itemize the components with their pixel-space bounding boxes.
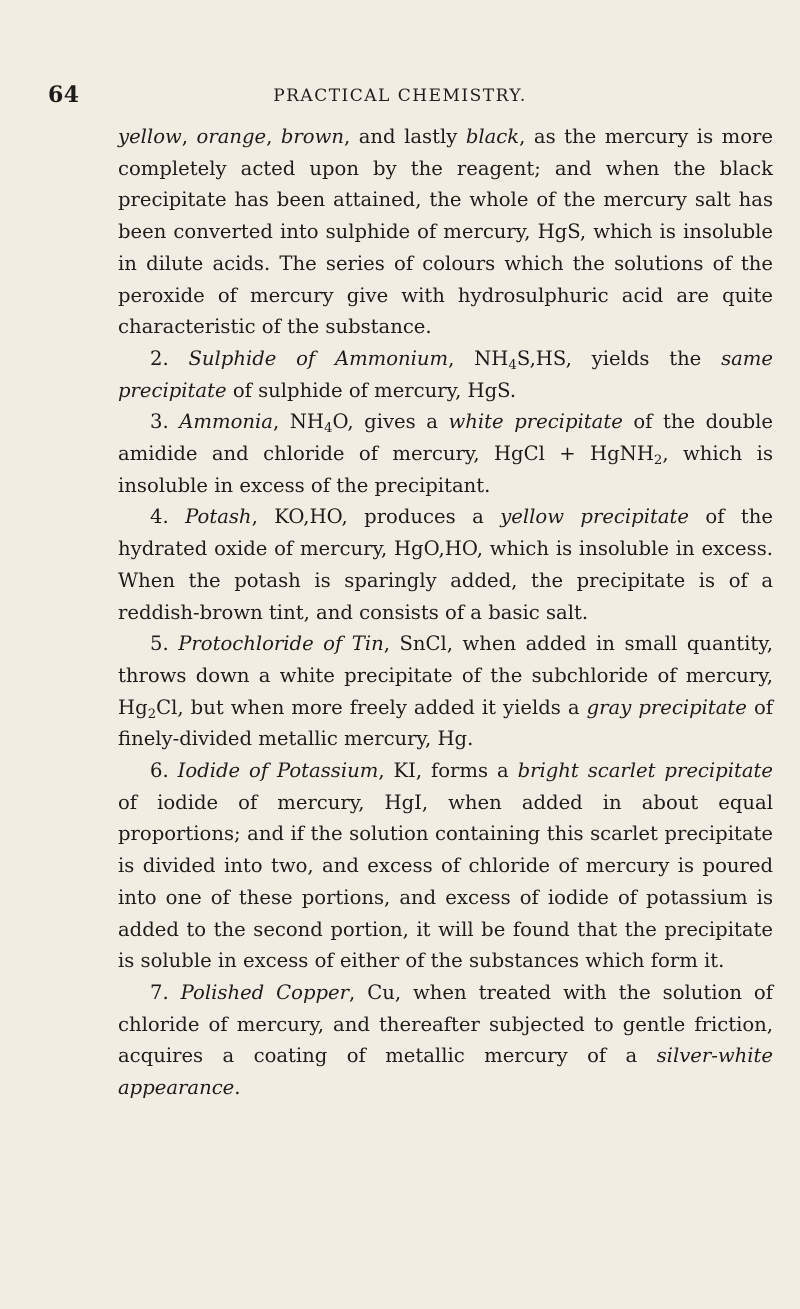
italic-term: Polished Copper <box>180 980 350 1004</box>
italic-term: Iodide of Potassium <box>177 759 379 783</box>
subscript: 4 <box>508 357 517 373</box>
text-run: O, gives a <box>332 410 449 434</box>
paragraph-protochloride-of-tin <box>118 628 773 755</box>
italic-term: silver-white appearance <box>118 1044 773 1100</box>
text-run: , KI, forms a <box>378 759 518 783</box>
italic-term: white precipitate <box>448 410 623 434</box>
text-run: , <box>181 125 197 148</box>
italic-term: brown <box>280 125 344 148</box>
paragraph-polished-copper <box>118 977 773 1104</box>
italic-term: Protochloride of Tin <box>178 632 384 656</box>
subscript: 4 <box>323 421 333 437</box>
text-run: of finely-divided metallic mercury, Hg. <box>118 695 773 751</box>
italic-term: same precipitate <box>118 346 773 402</box>
text-run: , which is insoluble in excess of the precipitant. <box>118 442 773 497</box>
text-run: , SnCl, when added in small quantity, throws down a white precipitate of the subchloride of mercury, Hg <box>118 632 773 719</box>
text-run: 4. <box>150 505 186 529</box>
subscript: 2 <box>653 453 663 469</box>
text-run: , and lastly <box>344 125 466 148</box>
italic-term: yellow <box>118 125 182 148</box>
page-number: 64 <box>48 82 80 108</box>
italic-term: Potash <box>185 505 252 529</box>
text-run: 2. <box>150 346 189 370</box>
text-run: 3. <box>150 410 180 434</box>
text-run: , NH <box>448 346 509 370</box>
subscript: 2 <box>147 706 157 722</box>
italic-term: Ammonia <box>179 410 273 434</box>
paragraph-sulphide-of-ammonium <box>118 343 773 406</box>
text-run: 7. <box>150 980 181 1004</box>
text-run: of sulphide of mercury, HgS. <box>226 378 517 402</box>
paragraph-ammonia <box>118 406 773 501</box>
text-run: , <box>266 125 281 148</box>
text-run: , Cu, when treated with the solution of chloride of mercury, and thereafter subjected to gentle friction, acquires a coating of metallic mercury of a <box>118 980 773 1068</box>
paragraph-continuation <box>118 121 773 343</box>
italic-term: orange <box>196 125 267 148</box>
text-run: Cl, but when more freely added it yields a <box>156 695 587 719</box>
paragraph-potash <box>118 501 773 628</box>
page-header <box>0 82 800 112</box>
text-run: 6. <box>150 759 178 783</box>
text-run: of iodide of mercury, HgI, when added in about equal proportions; and if the solution containing this scarlet precipitate is divided into two, and excess of chloride of mercury is poured into one of these portions, and excess of iodide of potassium is added to the second portion, it will be found that the precipitate is soluble in excess of either of the substances which form it. <box>118 790 773 973</box>
running-title: PRACTICAL CHEMISTRY. <box>273 86 527 106</box>
italic-term: Sulphide of Ammonium <box>188 346 449 370</box>
text-run: , as the mercury is more completely acted upon by the reagent; and when the black precipitate has been attained, the whole of the mercury salt has been converted into sulphide of mercury, HgS, which is insoluble in dilute acids. The series of colours which the solutions of the peroxide of mercury give with hydrosulphuric acid are quite characteristic of the substance. <box>118 125 773 339</box>
text-run: . <box>234 1076 241 1100</box>
text-run: of the hydrated oxide of mercury, HgO,HO, which is insoluble in excess. When the potash is sparingly added, the precipitate is of a reddish-brown tint, and consists of a basic salt. <box>118 505 773 624</box>
text-run: 5. <box>150 632 179 656</box>
italic-term: yellow precipitate <box>500 505 689 529</box>
text-run: , KO,HO, produces a <box>251 505 501 529</box>
body-text <box>118 121 773 1104</box>
italic-term: black <box>465 125 520 148</box>
italic-term: gray precipitate <box>586 695 747 719</box>
text-run: of the double amidide and chloride of mercury, HgCl + HgNH <box>118 410 773 466</box>
italic-term: bright scarlet precipitate <box>517 759 774 783</box>
text-run: , NH <box>272 410 324 434</box>
text-run: S,HS, yields the <box>516 346 722 370</box>
paragraph-iodide-of-potassium <box>118 755 773 977</box>
